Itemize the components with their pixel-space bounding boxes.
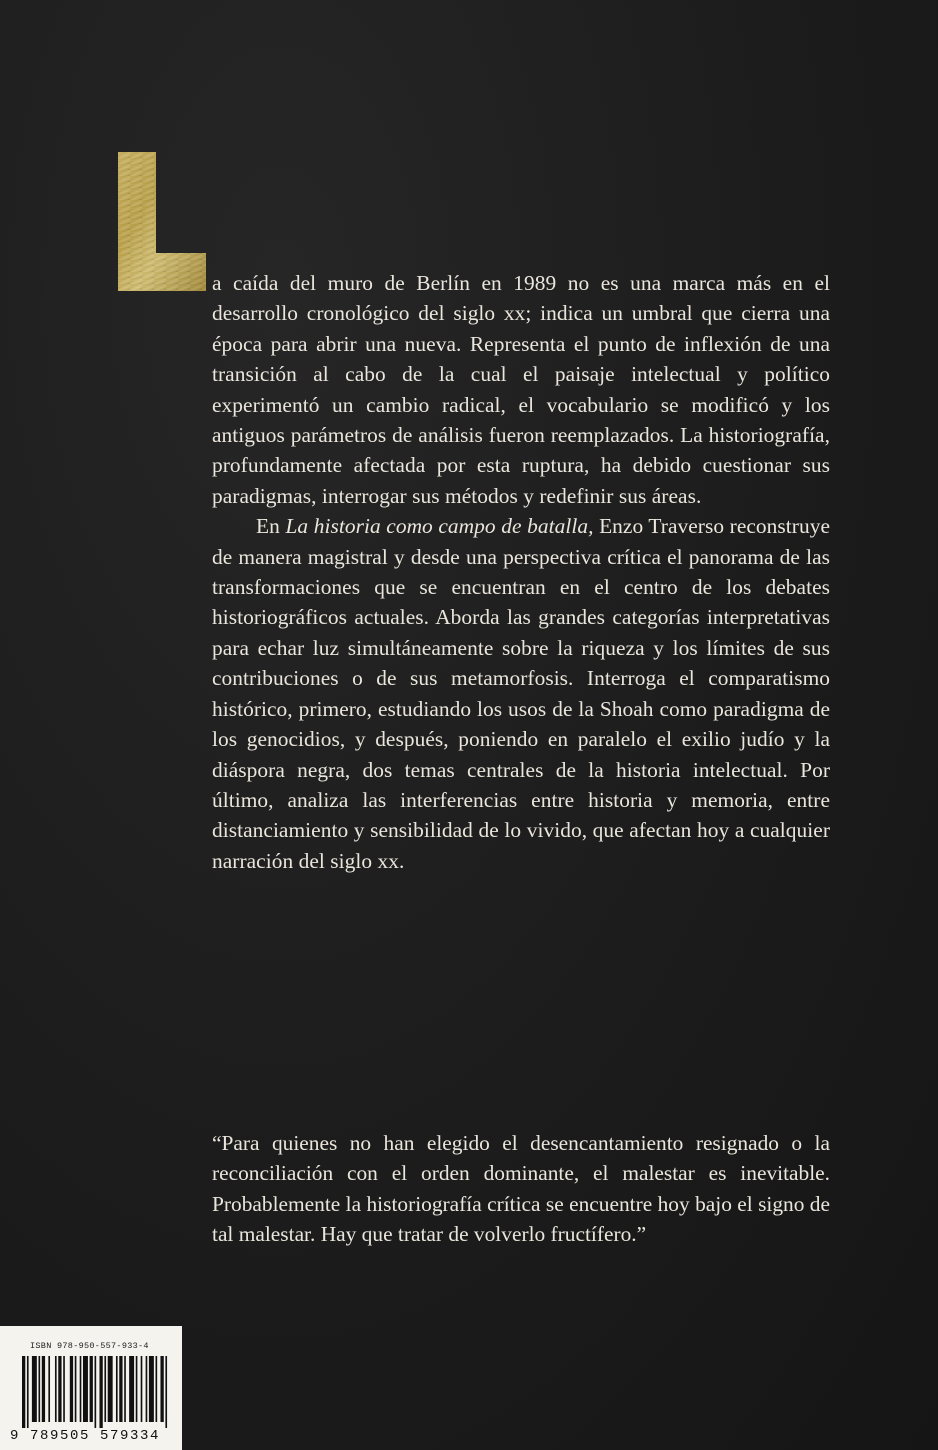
paragraph-2-before: En — [256, 514, 286, 539]
barcode-bar — [75, 1356, 77, 1422]
barcode-bar — [124, 1356, 126, 1422]
barcode-bar — [104, 1356, 106, 1422]
barcode-bar — [116, 1356, 118, 1422]
paragraph-1-text: a caída del muro de Berlín en 1989 no es una marca más en el desarrollo cronológico del siglo xx; indica un umbral que cierra una época para abrir una nueva. Representa el punto de inflexión de una transición al cabo de la cual el paisaje intelectual y político experimentó un cambio radical, el vocabulario se modificó y los antiguos parámetros de análisis fueron reemplazados. La historiografía, profundamente afectada por esta ruptura, ha debido cuestionar sus paradigmas, interrogar sus métodos y redefinir sus áreas. — [212, 271, 830, 508]
barcode-bar — [95, 1356, 97, 1428]
barcode-bar — [42, 1356, 45, 1422]
barcode-bar — [27, 1356, 29, 1428]
barcode-bar — [160, 1356, 163, 1422]
barcode-bar — [156, 1356, 158, 1422]
barcode-bar — [70, 1356, 73, 1422]
barcode-bar — [22, 1356, 25, 1428]
barcode-bar — [83, 1356, 88, 1422]
synopsis-text — [212, 268, 830, 876]
barcode-bar — [149, 1356, 154, 1422]
barcode-bars-icon — [22, 1356, 172, 1428]
author-quote: “Para quienes no han elegido el desencantamiento resignado o la reconciliación con el orden dominante, el malestar es inevitable. Probablemente la historiografía crítica se encuentre hoy bajo el signo de tal malestar. Hay que tratar de volverlo fructífero.” — [212, 1131, 830, 1247]
barcode-bar — [146, 1356, 148, 1422]
barcode-panel — [0, 1326, 182, 1450]
barcode-bar — [141, 1356, 143, 1422]
barcode-bar — [119, 1356, 122, 1422]
barcode-bar — [58, 1356, 61, 1422]
synopsis-paragraph-2 — [212, 511, 830, 876]
barcode-bar — [136, 1356, 138, 1422]
barcode-bar — [38, 1356, 40, 1422]
barcode-bar — [55, 1356, 57, 1422]
drop-cap-gold-l-icon — [118, 152, 206, 291]
barcode-bar — [48, 1356, 50, 1422]
barcode-digits: 9 789505 579334 — [10, 1428, 161, 1444]
barcode-bar — [165, 1356, 167, 1428]
isbn-label: ISBN 978-950-557-933-4 — [30, 1341, 149, 1351]
barcode-bar — [99, 1356, 102, 1428]
drop-cap-letter — [118, 152, 206, 291]
barcode-bar — [129, 1356, 134, 1422]
synopsis-paragraph-1 — [212, 268, 830, 511]
barcode-bar — [108, 1356, 113, 1422]
barcode-bar — [90, 1356, 93, 1422]
barcode-bar — [80, 1356, 82, 1422]
barcode-bar — [32, 1356, 37, 1422]
paragraph-2-after: Enzo Traverso reconstruye de manera magistral y desde una perspectiva crítica el panorama de las transformaciones que se encuentran en el centro de los debates historiográficos actuales. Aborda las grandes categorías interpretativas para echar luz simultáneamente sobre la riqueza y los límites de sus contribuciones o de sus metamorfosis. Interroga el comparatismo histórico, primero, estudiando los usos de la Shoah como paradigma de los genocidios, y después, poniendo en paralelo el exilio judío y la diáspora negra, dos temas centrales de la historia intelectual. Por último, analiza las interferencias entre historia y memoria, entre distanciamiento y sensibilidad de lo vivido, que afectan hoy a cualquier narración del siglo xx. — [212, 514, 830, 873]
book-title: La historia como campo de batalla, — [285, 514, 594, 539]
barcode-bar — [63, 1356, 65, 1422]
